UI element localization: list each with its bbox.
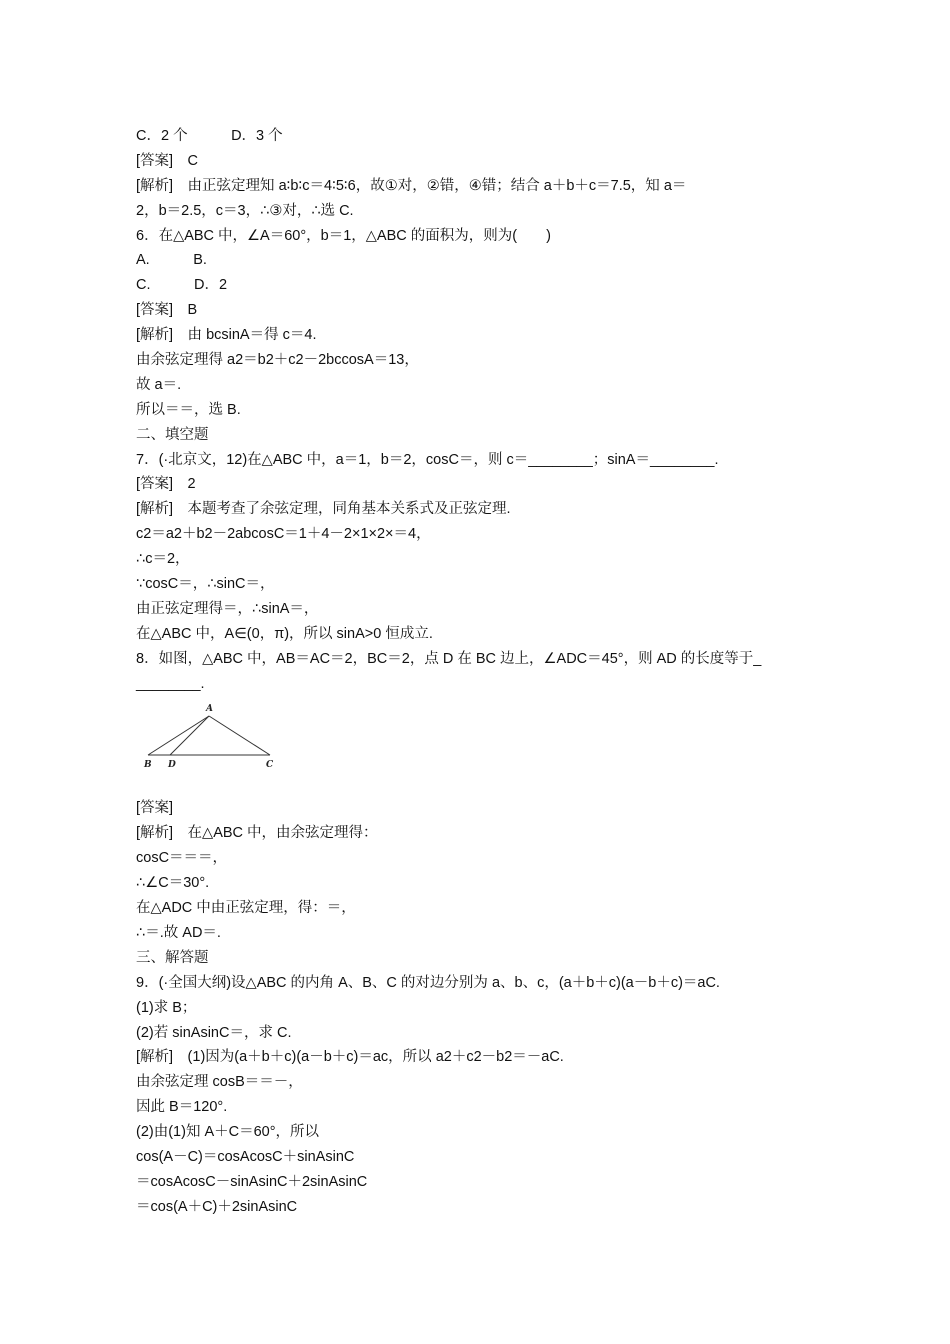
- segment-ac: [209, 716, 270, 755]
- text-line: 所以＝＝，选 B.: [136, 401, 241, 418]
- text-line: ∴c＝2，: [136, 551, 190, 568]
- analysis-line: [解析] 本题考查了余弦定理，同角基本关系式及正弦定理.: [136, 501, 511, 518]
- vertex-label-b: B: [144, 760, 152, 771]
- text-line: 由余弦定理 cosB＝＝－，: [136, 1074, 303, 1091]
- text-line: (2)由(1)知 A＋C＝60°，所以: [136, 1124, 320, 1141]
- text-line: (1)求 B；: [136, 999, 197, 1016]
- text-block-bottom: [136, 796, 816, 1219]
- answer-line: [答案] C: [136, 152, 199, 169]
- text-line: (2)若 sinAsinC＝，求 C.: [136, 1024, 292, 1041]
- option-line: A. B.: [136, 252, 207, 269]
- text-line: ∴∠C＝30°.: [136, 875, 210, 892]
- triangle-figure: [136, 696, 816, 796]
- analysis-line: [解析] (1)因为(a＋b＋c)(a－b＋c)＝ac，所以 a2＋c2－b2＝－aC.: [136, 1049, 564, 1066]
- text-block-top: [136, 124, 816, 696]
- text-line: 由正弦定理得＝，∴sinA＝，: [136, 600, 319, 617]
- vertex-label-d: D: [168, 760, 176, 771]
- text-line: ∴＝.故 AD＝.: [136, 924, 221, 941]
- text-line: cos(A－C)＝cosAcosC＋sinAsinC: [136, 1148, 355, 1165]
- vertex-label-c: C: [266, 760, 274, 771]
- segment-ad: [170, 716, 209, 755]
- text-line: 在△ABC 中，A∈(0，π)，所以 sinA>0 恒成立.: [136, 625, 433, 642]
- triangle-diagram: [142, 700, 282, 770]
- text-line: 在△ADC 中由正弦定理，得：＝，: [136, 900, 356, 917]
- answer-line: [答案] B: [136, 302, 198, 319]
- document-body: [136, 124, 816, 1220]
- analysis-line: [解析] 由正弦定理知 a∶b∶c＝4∶5∶6，故①对，②错，④错；结合 a＋b＋c＝7.5，知 a＝: [136, 177, 687, 194]
- vertex-label-a: A: [206, 704, 213, 715]
- text-line: 2，b＝2.5，c＝3，∴③对，∴选 C.: [136, 202, 354, 219]
- text-line: 因此 B＝120°.: [136, 1099, 228, 1116]
- section-heading: 三、解答题: [136, 949, 209, 966]
- question-6: 6．在△ABC 中，∠A＝60°，b＝1，△ABC 的面积为，则为( ): [136, 227, 551, 244]
- answer-line: [答案]: [136, 800, 174, 817]
- section-heading: 二、填空题: [136, 426, 209, 443]
- text-line: 由余弦定理得 a2＝b2＋c2－2bccosA＝13，: [136, 352, 419, 369]
- analysis-line: [解析] 在△ABC 中，由余弦定理得：: [136, 825, 378, 842]
- text-line: ＝cos(A＋C)＋2sinAsinC: [136, 1198, 298, 1215]
- answer-line: [答案] 2: [136, 476, 196, 493]
- text-line: cosC＝＝＝，: [136, 850, 228, 867]
- question-9: 9．(·全国大纲)设△ABC 的内角 A、B、C 的对边分别为 a、b、c，(a＋b＋c)(a－b＋c)＝aC.: [136, 974, 720, 991]
- text-line: ＝cosAcosC－sinAsinC＋2sinAsinC: [136, 1173, 368, 1190]
- analysis-line: [解析] 由 bcsinA＝得 c＝4.: [136, 327, 317, 344]
- segment-ab: [148, 716, 209, 755]
- text-line: C．2 个 D．3 个: [136, 128, 283, 144]
- text-line: c2＝a2＋b2－2abcosC＝1＋4－2×1×2×＝4，: [136, 526, 431, 543]
- text-line: ________.: [136, 675, 205, 692]
- text-line: ∵cosC＝，∴sinC＝，: [136, 576, 275, 593]
- option-line: C. D．2: [136, 277, 228, 294]
- question-7: 7．(·北京文，12)在△ABC 中，a＝1，b＝2，cosC＝，则 c＝________；sinA＝________.: [136, 451, 719, 468]
- question-8: 8．如图，△ABC 中，AB＝AC＝2，BC＝2，点 D 在 BC 边上，∠ADC＝45°，则 AD 的长度等于_: [136, 650, 762, 667]
- text-line: 故 a＝.: [136, 376, 182, 393]
